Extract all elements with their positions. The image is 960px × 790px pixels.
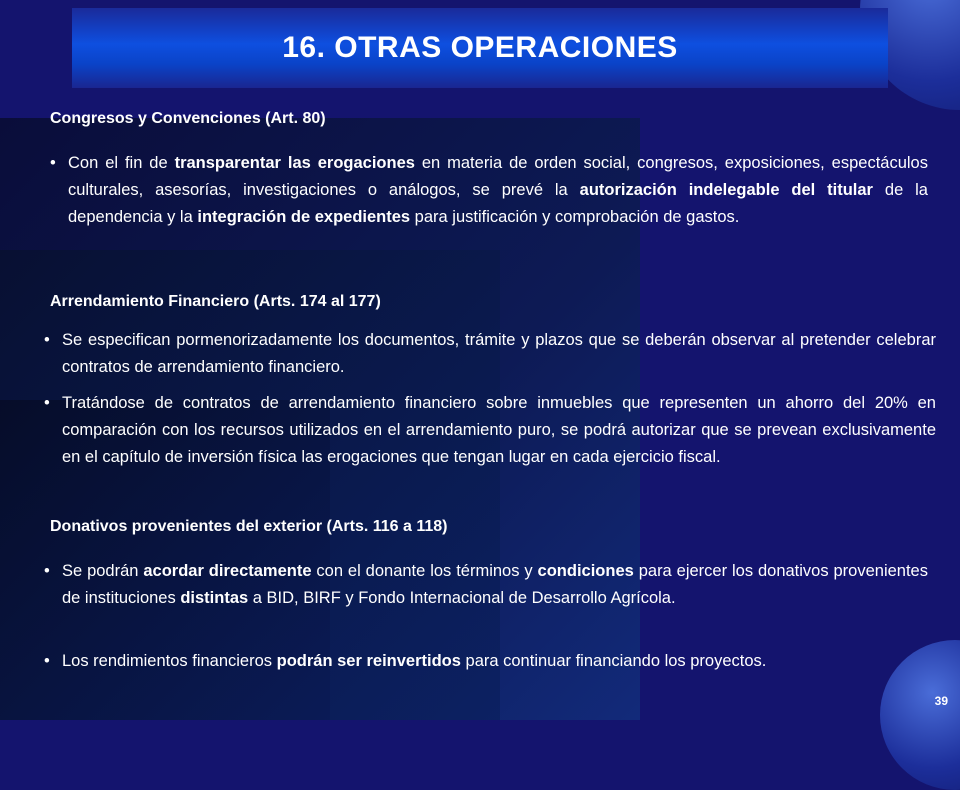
- bullet-congresos: • Con el fin de transparentar las erogaciones en materia de orden social, congresos, exposiciones, espectáculos culturales, asesorías, investigaciones o análogos, se prevé la autorización indelegable del titular de la dependencia y la integración de expedientes para justificación y comprobación de gastos.: [50, 150, 928, 231]
- section-heading-donativos: Donativos provenientes del exterior (Arts. 116 a 118): [50, 518, 448, 535]
- page-title: 16. OTRAS OPERACIONES: [282, 31, 678, 64]
- section-heading-congresos: Congresos y Convenciones (Art. 80): [50, 110, 326, 127]
- bullet-arrendamiento-2: • Tratándose de contratos de arrendamiento financiero sobre inmuebles que representen un ahorro del 20% en comparación con los recursos utilizados en el arrendamiento puro, se podrá autorizar que se prevean exclusivamente en el capítulo de inversión física las erogaciones que tengan lugar en cada ejercicio fiscal.: [44, 390, 936, 471]
- bullet-dot: •: [44, 331, 50, 349]
- bullet-dot: •: [50, 154, 56, 172]
- bullet-donativos-1: • Se podrán acordar directamente con el donante los términos y condiciones para ejercer los donativos provenientes de instituciones distintas a BID, BIRF y Fondo Internacional de Desarrollo Agrícola.: [44, 558, 928, 612]
- bullet-arrendamiento-1: • Se especifican pormenorizadamente los documentos, trámite y plazos que se deberán observar al pretender celebrar contratos de arrendamiento financiero.: [44, 327, 936, 381]
- bullet-dot: •: [44, 652, 50, 670]
- section-heading-arrendamiento: Arrendamiento Financiero (Arts. 174 al 177): [50, 293, 381, 310]
- bullet-dot: •: [44, 562, 50, 580]
- title-bar: [72, 8, 888, 88]
- bullet-donativos-2: • Los rendimientos financieros podrán ser reinvertidos para continuar financiando los proyectos.: [44, 648, 928, 675]
- bullet-dot: •: [44, 394, 50, 412]
- page-number: 39: [934, 694, 948, 708]
